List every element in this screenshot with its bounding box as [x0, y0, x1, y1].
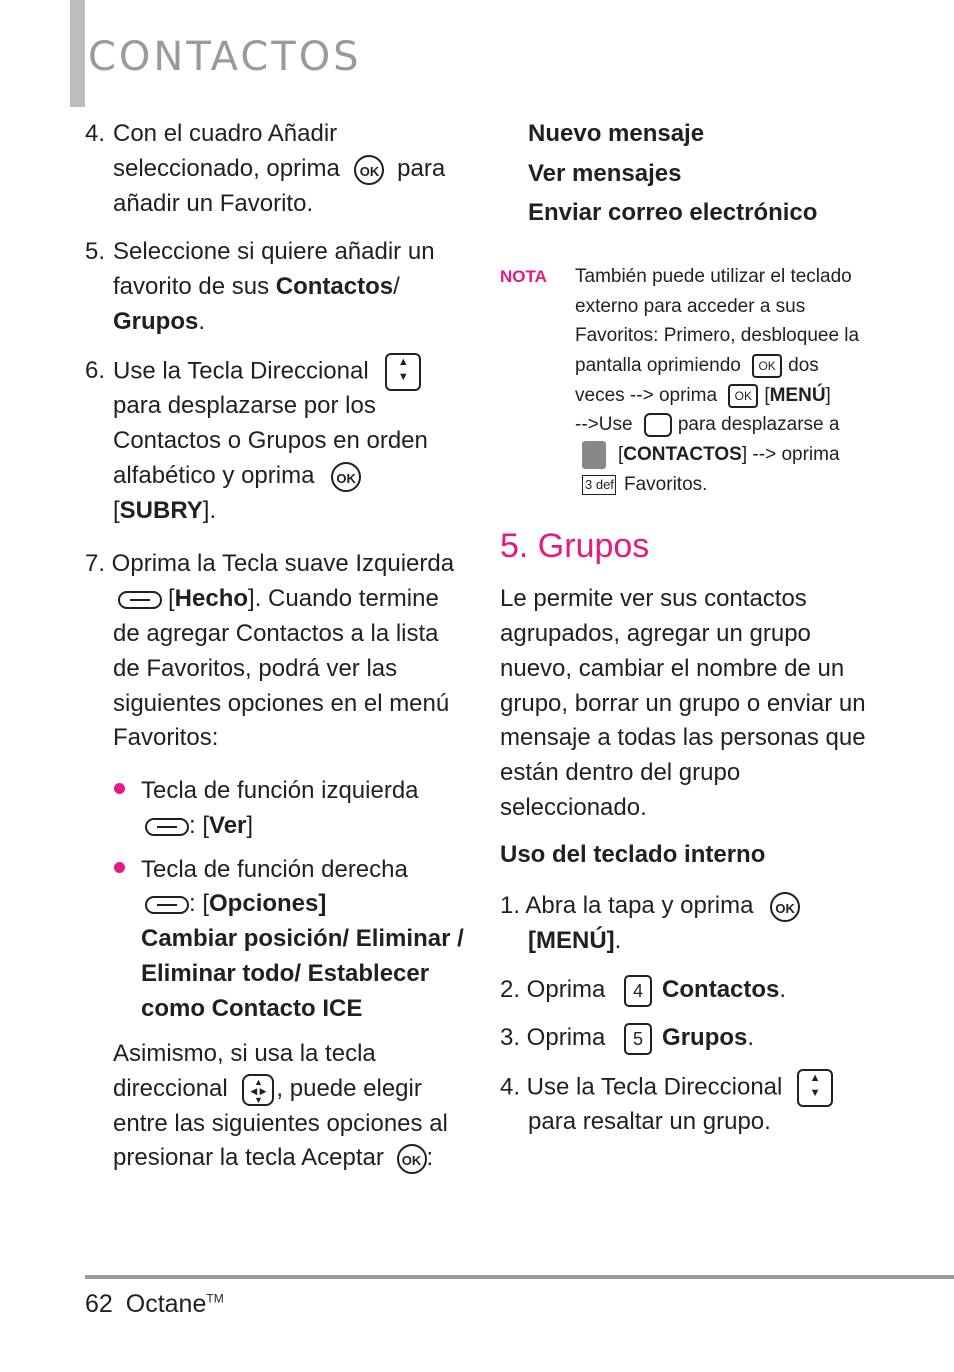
bracket: [ — [618, 444, 624, 465]
up-down-nav-key-icon: ▲ ▼ — [797, 1069, 833, 1107]
bullet-2-line3: Cambiar posición/ Eliminar / — [141, 925, 464, 952]
header-accent-bar — [70, 0, 85, 107]
step-5-line1: Seleccione si quiere añadir un — [113, 238, 435, 265]
subheading: Uso del teclado interno — [500, 841, 766, 868]
substep-text: 1. Abra la tapa y oprima — [500, 892, 754, 919]
period: . — [198, 308, 206, 335]
step-4-line2 — [113, 151, 445, 186]
paragraph-line3: nuevo, cambiar el nombre de un — [500, 655, 845, 682]
key-5-icon: 5 — [624, 1023, 652, 1055]
substep-3 — [500, 1020, 754, 1055]
note-line2: externo para acceder a sus — [575, 296, 806, 317]
page-title: CONTACTOS — [88, 34, 362, 80]
option-ver-mensajes: Ver mensajes — [528, 160, 682, 187]
bullet-1-line2 — [145, 808, 253, 843]
substep-text: 2. Oprima — [500, 976, 606, 1003]
paragraph-line6: están dentro del grupo — [500, 759, 741, 786]
note-text-end: ] --> oprima — [741, 444, 840, 465]
bullet-1-line1: Tecla de función izquierda — [141, 777, 419, 804]
subry-term: SUBRY — [119, 497, 203, 524]
bullet-2-line1: Tecla de función derecha — [141, 856, 408, 883]
bracket: [ — [168, 585, 175, 612]
substep-text: 3. Oprima — [500, 1024, 606, 1051]
also-line2 — [113, 1071, 422, 1106]
slash: / — [393, 273, 400, 300]
step-7-line1: 7. Oprima la Tecla suave Izquierda — [85, 550, 455, 577]
period: . — [779, 976, 787, 1003]
note-text-end: dos — [788, 355, 819, 376]
also-text-end: , puede elegir — [276, 1075, 422, 1102]
bracket-close: ]. — [202, 497, 217, 524]
step-6-line3: Contactos o Grupos en orden — [113, 427, 428, 454]
step-5-line2 — [113, 269, 400, 304]
ok-key-icon: OK — [331, 462, 361, 492]
note-line5 — [575, 381, 831, 411]
substep-text: 4. Use la Tecla Direccional — [500, 1073, 783, 1101]
ver-term: Ver — [209, 812, 247, 839]
bullet-2-line5: como Contacto ICE — [141, 995, 363, 1022]
period: . — [747, 1024, 755, 1051]
note-line8 — [582, 470, 707, 500]
note-text: -->Use — [575, 414, 633, 435]
ok-key-icon: OK — [354, 155, 384, 185]
note-text: Favoritos. — [624, 474, 708, 495]
bracket-close: ] — [246, 812, 254, 839]
step-7-line4: de Favoritos, podrá ver las — [113, 655, 398, 682]
bullet-icon — [114, 862, 125, 873]
hecho-term: Hecho — [174, 585, 249, 612]
contactos-term: Contactos — [662, 976, 780, 1003]
note-label: NOTA — [500, 267, 547, 286]
paragraph-line5: mensaje a todas las personas que — [500, 724, 866, 751]
paragraph-line7: seleccionado. — [500, 794, 647, 821]
note-text: pantalla oprimiendo — [575, 355, 741, 376]
note-line6 — [575, 410, 839, 440]
step-6-line4 — [113, 458, 361, 493]
also-text: direccional — [113, 1075, 228, 1102]
page-number: 62 — [85, 1290, 113, 1318]
bracket: [ — [764, 385, 770, 406]
footer — [85, 1290, 224, 1319]
left-soft-key-icon — [145, 818, 189, 836]
step-6-text: Use la Tecla Direccional — [113, 357, 369, 385]
trademark: TM — [206, 1291, 224, 1306]
substep-1-line1 — [500, 888, 800, 923]
bullet-2-line4: Eliminar todo/ Establecer — [141, 960, 430, 987]
step-7-line2 — [118, 581, 439, 616]
colon-bracket: : [ — [189, 812, 210, 839]
paragraph-line4: grupo, borrar un grupo o enviar un — [500, 690, 866, 717]
step-6-text-b: alfabético y oprima — [113, 462, 315, 489]
menu-term: MENÚ — [769, 385, 826, 406]
bracket-close: ] — [825, 385, 831, 406]
up-down-nav-key-icon: ▲ ▼ — [385, 353, 421, 391]
also-line3: entre las siguientes opciones al — [113, 1110, 448, 1137]
note-text: veces --> oprima — [575, 385, 718, 406]
option-enviar-correo: Enviar correo electrónico — [528, 199, 818, 226]
note-line4 — [575, 351, 819, 381]
ok-key-icon: OK — [397, 1144, 427, 1174]
step-6-line2: para desplazarse por los — [113, 392, 376, 419]
ok-key-icon: OK — [728, 384, 758, 408]
footer-divider — [85, 1275, 954, 1279]
step-5-text: favorito de sus — [113, 273, 276, 300]
grupos-term: Grupos — [662, 1024, 748, 1051]
colon: : — [426, 1144, 434, 1171]
option-nuevo-mensaje: Nuevo mensaje — [528, 120, 705, 147]
substep-1-line2 — [528, 923, 621, 958]
grupos-term: Grupos — [113, 308, 199, 335]
note-line3: Favoritos: Primero, desbloquee la — [575, 325, 860, 346]
ok-key-icon: OK — [752, 354, 782, 378]
section-heading: 5. Grupos — [500, 527, 650, 565]
also-line4 — [113, 1140, 433, 1175]
right-soft-key-icon — [145, 896, 189, 914]
bullet-2-line2 — [145, 886, 326, 921]
step-7-line5: siguientes opciones en el menú — [113, 690, 450, 717]
bracket: [ — [113, 497, 120, 524]
also-line1: Asimismo, si usa la tecla — [113, 1040, 376, 1067]
step-7-line3: de agregar Contactos a la lista — [113, 620, 439, 647]
colon-bracket: : [ — [189, 890, 210, 917]
step-5-line3 — [113, 304, 205, 339]
left-soft-key-icon — [118, 591, 162, 609]
key-4-icon: 4 — [624, 975, 652, 1007]
contactos-term: Contactos — [275, 273, 394, 300]
directional-key-icon — [644, 413, 672, 437]
step-6-line5 — [113, 493, 216, 528]
ok-key-icon: OK — [770, 892, 800, 922]
step-4-line3: añadir un Favorito. — [113, 190, 314, 217]
step-4-text: seleccionado, oprima — [113, 155, 340, 182]
step-6-number: 6. — [85, 357, 106, 384]
contactos-term: CONTACTOS — [623, 444, 742, 465]
also-text-b: presionar la tecla Aceptar — [113, 1144, 384, 1171]
step-5-number: 5. — [85, 238, 106, 265]
step-4-number: 4. — [85, 120, 106, 147]
note-line1: También puede utilizar el teclado — [575, 266, 852, 287]
directional-key-icon: ▲ ◀ ▶ ▼ — [242, 1074, 274, 1106]
substep-4-line1 — [500, 1069, 833, 1107]
paragraph-line2: agrupados, agregar un grupo — [500, 620, 811, 647]
opciones-term: Opciones] — [209, 890, 327, 917]
step-4-text-end: para — [397, 155, 446, 182]
step-6-line1 — [113, 353, 421, 391]
step-4-line1: Con el cuadro Añadir — [113, 120, 338, 147]
note-line7 — [582, 440, 840, 470]
menu-term: [MENÚ] — [528, 927, 615, 954]
paragraph-line1: Le permite ver sus contactos — [500, 585, 807, 612]
key-3-icon: 3 def — [582, 475, 616, 495]
note-text-end: para desplazarse a — [677, 414, 840, 435]
substep-4-line2: para resaltar un grupo. — [528, 1108, 771, 1135]
bullet-icon — [114, 783, 125, 794]
step-7-text: ]. Cuando termine — [248, 585, 439, 612]
step-7-line6: Favoritos: — [113, 724, 219, 751]
product-name: Octane — [125, 1290, 207, 1318]
phone-book-key-icon — [582, 441, 606, 469]
period: . — [614, 927, 622, 954]
substep-2 — [500, 972, 786, 1007]
